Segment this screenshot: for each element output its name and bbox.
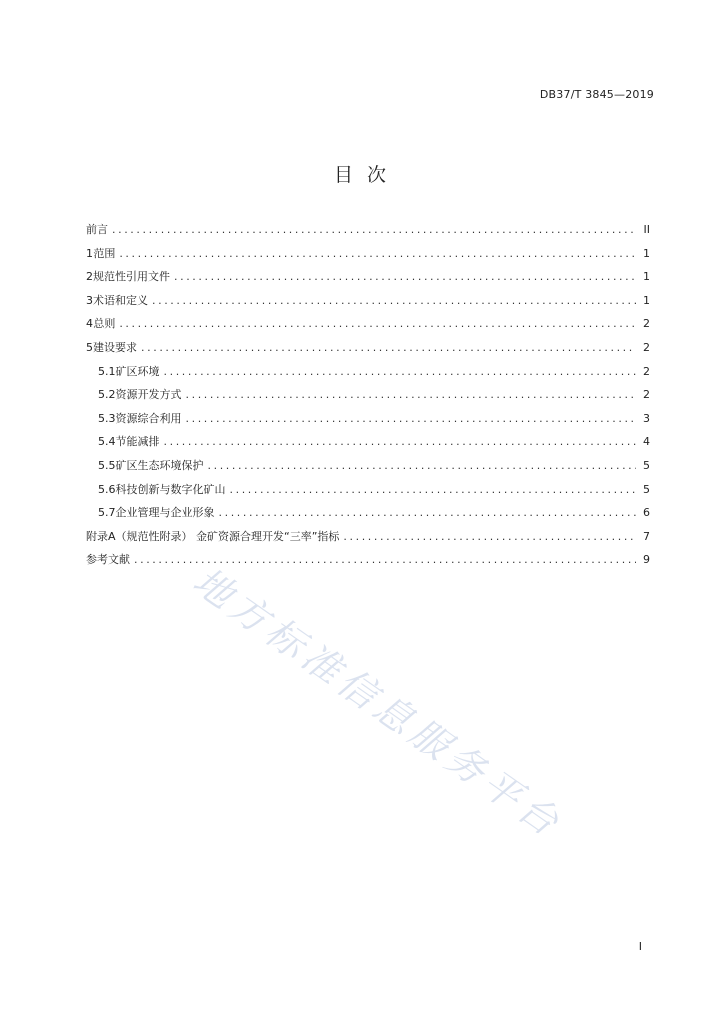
toc-leader-dots [164,430,637,454]
toc-page-number: 7 [643,529,650,543]
toc-page-number: 9 [643,553,650,567]
toc-entry-references[interactable] [86,548,650,572]
toc-label: 科技创新与数字化矿山 [115,482,226,496]
toc-leader-dots [230,478,637,502]
toc-label: 参考文献 [86,553,130,567]
document-code: DB37/T 3845—2019 [539,88,654,101]
toc-leader-dots [119,242,636,266]
toc-number: 4 [86,317,93,331]
toc-entry-appendix-a[interactable] [86,525,650,549]
footer-page-number: I [638,940,642,953]
toc-label: 企业管理与企业形象 [115,506,215,520]
toc-page-number: 2 [643,364,650,378]
toc-number: 2 [86,270,93,284]
toc-leader-dots [219,501,637,525]
toc-page-number: 1 [643,270,650,284]
toc-label: 节能减排 [115,435,160,449]
toc-number: 5 [86,340,93,354]
toc-label: 总则 [93,317,116,331]
toc-page-number: 6 [643,506,650,520]
toc-leader-dots [119,312,636,336]
toc-entry-3[interactable] [86,289,650,313]
toc-entry-5-3[interactable] [86,407,650,431]
page-title: 目 次 [333,164,391,186]
toc-entry-5[interactable] [86,336,650,360]
toc-page-number: 1 [643,293,650,307]
toc-number: 5.2 [98,388,116,402]
toc-number: 3 [86,293,93,307]
toc-entry-5-1[interactable] [86,360,650,384]
toc-label: 资源开发方式 [115,388,182,402]
toc-page-number: 2 [643,388,650,402]
toc-leader-dots [152,289,636,313]
toc-leader-dots [343,525,636,549]
toc-page-number: 5 [643,458,650,472]
toc-number: 5.1 [98,364,116,378]
toc-page-number: 1 [643,246,650,260]
toc-number: 5.4 [98,435,116,449]
toc-label: 规范性引用文件 [93,270,170,284]
toc-page-number: 3 [643,411,650,425]
toc-entry-5-5[interactable] [86,454,650,478]
toc-label: 术语和定义 [93,293,148,307]
toc-number: 5.6 [98,482,116,496]
toc-label: 前言 [86,223,108,236]
toc-label: 资源综合利用 [115,411,182,425]
toc-number: 5.5 [98,458,116,472]
toc-leader-dots [208,454,637,478]
toc-entry-5-2[interactable] [86,383,650,407]
toc-label: 范围 [93,246,116,260]
toc-leader-dots [164,360,637,384]
toc-leader-dots [141,336,636,360]
toc-leader-dots [174,265,636,289]
toc-entry-4[interactable] [86,312,650,336]
toc-page-number: 4 [643,435,650,449]
toc-entry-5-4[interactable] [86,430,650,454]
toc-page-number: II [643,223,650,236]
toc-page-number: 2 [643,340,650,354]
toc-leader-dots [112,218,636,242]
toc-entry-1[interactable] [86,242,650,266]
toc-label: 附录A（规范性附录） 金矿资源合理开发“三率”指标 [86,529,340,543]
toc-leader-dots [186,383,637,407]
toc-page-number: 5 [643,482,650,496]
toc-leader-dots [186,407,637,431]
toc-number: 5.3 [98,411,116,425]
toc-number: 1 [86,246,93,260]
toc-label: 矿区环境 [115,364,160,378]
toc-entry-5-6[interactable] [86,478,650,502]
toc-entry-5-7[interactable] [86,501,650,525]
watermark: 地方标准信息服务平台 [185,558,571,848]
toc-label: 建设要求 [93,340,138,354]
toc-label: 矿区生态环境保护 [115,458,204,472]
toc-entry-foreword[interactable] [86,218,650,242]
toc-page-number: 2 [643,317,650,331]
toc-entry-2[interactable] [86,265,650,289]
toc-number: 5.7 [98,506,116,520]
table-of-contents [86,218,650,572]
